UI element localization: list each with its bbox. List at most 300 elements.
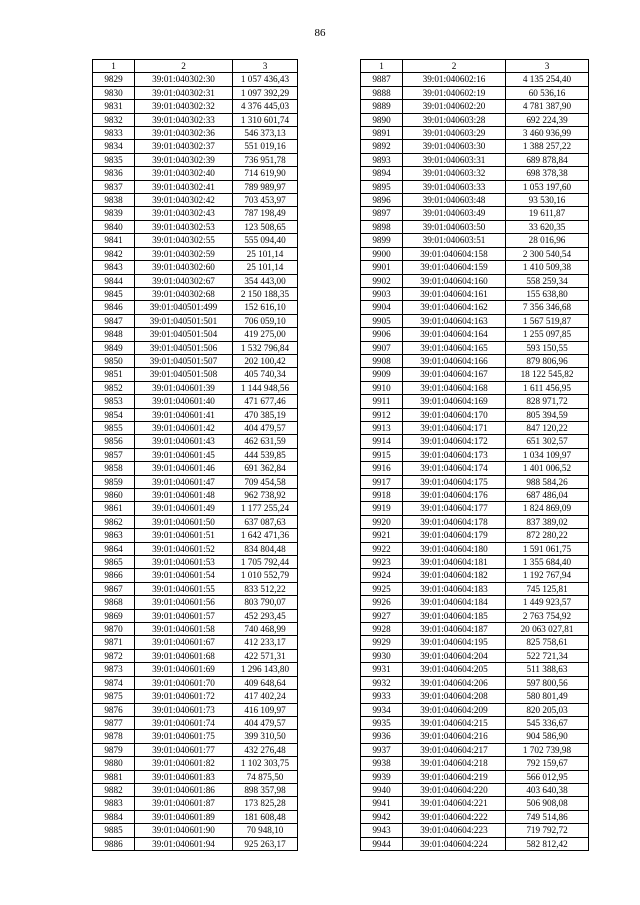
row-number: 9923 <box>361 556 403 569</box>
cadastral-number: 39:01:040601:54 <box>135 569 233 582</box>
cadastral-number: 39:01:040601:41 <box>135 408 233 421</box>
table-row <box>93 395 298 408</box>
cadastral-number: 39:01:040601:82 <box>135 757 233 770</box>
table-row <box>361 797 589 810</box>
table-row <box>93 542 298 555</box>
table-row <box>361 810 589 823</box>
cadastral-number: 39:01:040302:30 <box>135 73 233 86</box>
cadastral-number: 39:01:040601:90 <box>135 824 233 837</box>
row-number: 9861 <box>93 502 135 515</box>
row-number: 9937 <box>361 743 403 756</box>
cadastral-value: 1 010 552,79 <box>233 569 298 582</box>
cadastral-value: 20 063 027,81 <box>506 623 589 636</box>
cadastral-value: 687 486,04 <box>506 489 589 502</box>
row-number: 9921 <box>361 529 403 542</box>
table-row <box>93 408 298 421</box>
cadastral-value: 698 378,38 <box>506 167 589 180</box>
table-row <box>361 421 589 434</box>
row-number: 9830 <box>93 86 135 99</box>
table-row <box>361 582 589 595</box>
row-number: 9866 <box>93 569 135 582</box>
table-row <box>93 462 298 475</box>
cadastral-value: 551 019,16 <box>233 140 298 153</box>
table-row <box>93 207 298 220</box>
cadastral-number: 39:01:040604:164 <box>403 328 506 341</box>
cadastral-value: 740 468,99 <box>233 623 298 636</box>
table-row <box>361 408 589 421</box>
row-number: 9929 <box>361 636 403 649</box>
cadastral-number: 39:01:040604:169 <box>403 395 506 408</box>
cadastral-value: 354 443,00 <box>233 274 298 287</box>
row-number: 9879 <box>93 743 135 756</box>
cadastral-value: 444 539,85 <box>233 448 298 461</box>
cadastral-number: 39:01:040604:159 <box>403 261 506 274</box>
cadastral-number: 39:01:040603:28 <box>403 113 506 126</box>
cadastral-number: 39:01:040601:55 <box>135 582 233 595</box>
cadastral-number: 39:01:040604:161 <box>403 287 506 300</box>
cadastral-number: 39:01:040604:208 <box>403 690 506 703</box>
cadastral-value: 33 620,35 <box>506 220 589 233</box>
cadastral-value: 803 790,07 <box>233 596 298 609</box>
table-row <box>93 770 298 783</box>
cadastral-number: 39:01:040604:166 <box>403 354 506 367</box>
row-number: 9887 <box>361 73 403 86</box>
table-row <box>361 676 589 689</box>
cadastral-number: 39:01:040302:37 <box>135 140 233 153</box>
table-row <box>361 542 589 555</box>
row-number: 9875 <box>93 690 135 703</box>
cadastral-number: 39:01:040603:51 <box>403 234 506 247</box>
cadastral-number: 39:01:040302:33 <box>135 113 233 126</box>
cadastral-value: 152 616,10 <box>233 301 298 314</box>
cadastral-value: 703 453,97 <box>233 194 298 207</box>
cadastral-value: 1 449 923,57 <box>506 596 589 609</box>
row-number: 9926 <box>361 596 403 609</box>
cadastral-number: 39:01:040604:173 <box>403 448 506 461</box>
cadastral-number: 39:01:040604:170 <box>403 408 506 421</box>
table-row <box>93 743 298 756</box>
row-number: 9833 <box>93 127 135 140</box>
cadastral-value: 582 812,42 <box>506 837 589 850</box>
cadastral-number: 39:01:040604:182 <box>403 569 506 582</box>
row-number: 9920 <box>361 515 403 528</box>
row-number: 9913 <box>361 421 403 434</box>
table-right-body <box>361 73 589 851</box>
cadastral-number: 39:01:040302:39 <box>135 153 233 166</box>
table-row <box>93 797 298 810</box>
cadastral-value: 566 012,95 <box>506 770 589 783</box>
row-number: 9881 <box>93 770 135 783</box>
cadastral-value: 25 101,14 <box>233 247 298 260</box>
row-number: 9916 <box>361 462 403 475</box>
row-number: 9855 <box>93 421 135 434</box>
cadastral-value: 1 192 767,94 <box>506 569 589 582</box>
cadastral-value: 1 255 097,85 <box>506 328 589 341</box>
row-number: 9864 <box>93 542 135 555</box>
row-number: 9857 <box>93 448 135 461</box>
cadastral-value: 155 638,80 <box>506 287 589 300</box>
cadastral-number: 39:01:040604:160 <box>403 274 506 287</box>
row-number: 9870 <box>93 623 135 636</box>
row-number: 9885 <box>93 824 135 837</box>
cadastral-value: 651 302,57 <box>506 435 589 448</box>
cadastral-number: 39:01:040601:58 <box>135 623 233 636</box>
cadastral-number: 39:01:040302:53 <box>135 220 233 233</box>
table-row <box>93 636 298 649</box>
table-row <box>93 234 298 247</box>
row-number: 9888 <box>361 86 403 99</box>
cadastral-value: 18 122 545,82 <box>506 368 589 381</box>
table-row <box>93 515 298 528</box>
row-number: 9922 <box>361 542 403 555</box>
table-row <box>93 421 298 434</box>
row-number: 9840 <box>93 220 135 233</box>
cadastral-value: 904 586,90 <box>506 730 589 743</box>
cadastral-number: 39:01:040601:74 <box>135 716 233 729</box>
row-number: 9941 <box>361 797 403 810</box>
table-row <box>93 676 298 689</box>
row-number: 9877 <box>93 716 135 729</box>
row-number: 9856 <box>93 435 135 448</box>
cadastral-value: 1 705 792,44 <box>233 556 298 569</box>
cadastral-number: 39:01:040601:70 <box>135 676 233 689</box>
table-row <box>361 824 589 837</box>
column-header: 1 <box>93 60 135 73</box>
row-number: 9909 <box>361 368 403 381</box>
cadastral-value: 1 097 392,29 <box>233 86 298 99</box>
table-row <box>93 354 298 367</box>
table-row <box>361 127 589 140</box>
table-row <box>361 234 589 247</box>
table-row <box>93 261 298 274</box>
row-number: 9843 <box>93 261 135 274</box>
cadastral-value: 820 205,03 <box>506 703 589 716</box>
table-row <box>93 140 298 153</box>
cadastral-value: 25 101,14 <box>233 261 298 274</box>
table-row <box>93 596 298 609</box>
cadastral-value: 545 336,67 <box>506 716 589 729</box>
table-row <box>361 180 589 193</box>
table-row <box>93 86 298 99</box>
table-row <box>93 301 298 314</box>
row-number: 9906 <box>361 328 403 341</box>
cadastral-value: 828 971,72 <box>506 395 589 408</box>
cadastral-number: 39:01:040604:181 <box>403 556 506 569</box>
cadastral-value: 546 373,13 <box>233 127 298 140</box>
row-number: 9882 <box>93 783 135 796</box>
row-number: 9896 <box>361 194 403 207</box>
table-row <box>93 100 298 113</box>
cadastral-number: 39:01:040604:221 <box>403 797 506 810</box>
cadastral-number: 39:01:040603:32 <box>403 167 506 180</box>
row-number: 9936 <box>361 730 403 743</box>
row-number: 9934 <box>361 703 403 716</box>
cadastral-number: 39:01:040603:30 <box>403 140 506 153</box>
cadastral-value: 834 804,48 <box>233 542 298 555</box>
row-number: 9844 <box>93 274 135 287</box>
row-number: 9895 <box>361 180 403 193</box>
cadastral-number: 39:01:040603:33 <box>403 180 506 193</box>
table-row <box>361 489 589 502</box>
cadastral-value: 471 677,46 <box>233 395 298 408</box>
table-row <box>93 810 298 823</box>
table-row <box>361 783 589 796</box>
row-number: 9900 <box>361 247 403 260</box>
row-number: 9871 <box>93 636 135 649</box>
table-row <box>93 502 298 515</box>
row-number: 9893 <box>361 153 403 166</box>
cadastral-number: 39:01:040601:43 <box>135 435 233 448</box>
cadastral-value: 1 591 061,75 <box>506 542 589 555</box>
cadastral-value: 837 389,02 <box>506 515 589 528</box>
cadastral-number: 39:01:040601:39 <box>135 381 233 394</box>
cadastral-number: 39:01:040601:68 <box>135 649 233 662</box>
cadastral-value: 470 385,19 <box>233 408 298 421</box>
cadastral-number: 39:01:040302:67 <box>135 274 233 287</box>
cadastral-number: 39:01:040601:72 <box>135 690 233 703</box>
cadastral-value: 833 512,22 <box>233 582 298 595</box>
cadastral-number: 39:01:040604:179 <box>403 529 506 542</box>
cadastral-value: 1 177 255,24 <box>233 502 298 515</box>
cadastral-number: 39:01:040604:218 <box>403 757 506 770</box>
row-number: 9943 <box>361 824 403 837</box>
table-row <box>361 475 589 488</box>
cadastral-value: 4 135 254,40 <box>506 73 589 86</box>
cadastral-value: 962 738,92 <box>233 489 298 502</box>
table-row <box>361 596 589 609</box>
table-row <box>361 113 589 126</box>
cadastral-value: 1 702 739,98 <box>506 743 589 756</box>
row-number: 9848 <box>93 328 135 341</box>
cadastral-value: 1 034 109,97 <box>506 448 589 461</box>
cadastral-value: 417 402,24 <box>233 690 298 703</box>
cadastral-number: 39:01:040604:175 <box>403 475 506 488</box>
cadastral-value: 1 144 948,56 <box>233 381 298 394</box>
cadastral-number: 39:01:040601:45 <box>135 448 233 461</box>
table-row <box>361 649 589 662</box>
table-row <box>361 623 589 636</box>
row-number: 9858 <box>93 462 135 475</box>
row-number: 9918 <box>361 489 403 502</box>
cadastral-number: 39:01:040302:40 <box>135 167 233 180</box>
table-row <box>361 515 589 528</box>
cadastral-number: 39:01:040604:219 <box>403 770 506 783</box>
table-row <box>93 757 298 770</box>
cadastral-value: 1 355 684,40 <box>506 556 589 569</box>
table-row <box>361 609 589 622</box>
row-number: 9884 <box>93 810 135 823</box>
cadastral-number: 39:01:040604:184 <box>403 596 506 609</box>
row-number: 9938 <box>361 757 403 770</box>
cadastral-value: 462 631,59 <box>233 435 298 448</box>
cadastral-value: 805 394,59 <box>506 408 589 421</box>
table-row <box>93 127 298 140</box>
row-number: 9868 <box>93 596 135 609</box>
cadastral-value: 422 571,31 <box>233 649 298 662</box>
row-number: 9853 <box>93 395 135 408</box>
row-number: 9904 <box>361 301 403 314</box>
row-number: 9878 <box>93 730 135 743</box>
row-number: 9876 <box>93 703 135 716</box>
row-number: 9837 <box>93 180 135 193</box>
row-number: 9836 <box>93 167 135 180</box>
cadastral-number: 39:01:040601:87 <box>135 797 233 810</box>
cadastral-number: 39:01:040604:178 <box>403 515 506 528</box>
cadastral-number: 39:01:040604:171 <box>403 421 506 434</box>
cadastral-number: 39:01:040302:31 <box>135 86 233 99</box>
cadastral-value: 432 276,48 <box>233 743 298 756</box>
table-row <box>93 448 298 461</box>
cadastral-number: 39:01:040604:220 <box>403 783 506 796</box>
cadastral-number: 39:01:040603:50 <box>403 220 506 233</box>
cadastral-value: 692 224,39 <box>506 113 589 126</box>
table-row <box>93 287 298 300</box>
table-row <box>361 314 589 327</box>
cadastral-number: 39:01:040601:67 <box>135 636 233 649</box>
cadastral-number: 39:01:040602:16 <box>403 73 506 86</box>
row-number: 9901 <box>361 261 403 274</box>
cadastral-value: 719 792,72 <box>506 824 589 837</box>
table-row <box>93 837 298 850</box>
table-row <box>361 274 589 287</box>
cadastral-value: 522 721,34 <box>506 649 589 662</box>
row-number: 9845 <box>93 287 135 300</box>
table-row <box>93 220 298 233</box>
row-number: 9939 <box>361 770 403 783</box>
cadastral-number: 39:01:040501:501 <box>135 314 233 327</box>
cadastral-value: 749 514,86 <box>506 810 589 823</box>
cadastral-number: 39:01:040601:73 <box>135 703 233 716</box>
cadastral-value: 706 059,10 <box>233 314 298 327</box>
cadastral-value: 787 198,49 <box>233 207 298 220</box>
table-row <box>361 636 589 649</box>
row-number: 9908 <box>361 354 403 367</box>
table-row <box>93 314 298 327</box>
column-header: 2 <box>135 60 233 73</box>
table-row <box>93 274 298 287</box>
row-number: 9927 <box>361 609 403 622</box>
row-number: 9829 <box>93 73 135 86</box>
cadastral-number: 39:01:040604:187 <box>403 623 506 636</box>
cadastral-value: 872 280,22 <box>506 529 589 542</box>
cadastral-value: 789 989,97 <box>233 180 298 193</box>
cadastral-value: 1 053 197,60 <box>506 180 589 193</box>
table-row <box>93 113 298 126</box>
cadastral-number: 39:01:040603:31 <box>403 153 506 166</box>
table-row <box>361 837 589 850</box>
row-number: 9889 <box>361 100 403 113</box>
cadastral-number: 39:01:040601:69 <box>135 663 233 676</box>
cadastral-value: 736 951,78 <box>233 153 298 166</box>
table-row <box>93 649 298 662</box>
row-number: 9905 <box>361 314 403 327</box>
row-number: 9928 <box>361 623 403 636</box>
table-row <box>93 730 298 743</box>
cadastral-number: 39:01:040601:77 <box>135 743 233 756</box>
cadastral-number: 39:01:040302:42 <box>135 194 233 207</box>
cadastral-value: 1 310 601,74 <box>233 113 298 126</box>
cadastral-number: 39:01:040604:185 <box>403 609 506 622</box>
cadastral-number: 39:01:040604:165 <box>403 341 506 354</box>
row-number: 9847 <box>93 314 135 327</box>
table-row <box>93 180 298 193</box>
table-header-row <box>93 60 298 73</box>
table-row <box>361 757 589 770</box>
cadastral-value: 1 532 796,84 <box>233 341 298 354</box>
row-number: 9933 <box>361 690 403 703</box>
table-row <box>93 381 298 394</box>
cadastral-value: 898 357,98 <box>233 783 298 796</box>
cadastral-number: 39:01:040601:89 <box>135 810 233 823</box>
cadastral-number: 39:01:040604:223 <box>403 824 506 837</box>
cadastral-value: 506 908,08 <box>506 797 589 810</box>
row-number: 9902 <box>361 274 403 287</box>
cadastral-value: 3 460 936,99 <box>506 127 589 140</box>
table-row <box>361 663 589 676</box>
cadastral-number: 39:01:040604:158 <box>403 247 506 260</box>
cadastral-value: 202 100,42 <box>233 354 298 367</box>
column-header: 2 <box>403 60 506 73</box>
cadastral-value: 1 567 519,87 <box>506 314 589 327</box>
row-number: 9897 <box>361 207 403 220</box>
table-row <box>361 207 589 220</box>
row-number: 9831 <box>93 100 135 113</box>
cadastral-value: 825 758,61 <box>506 636 589 649</box>
table-row <box>361 556 589 569</box>
table-row <box>93 341 298 354</box>
cadastral-value: 1 057 436,43 <box>233 73 298 86</box>
table-row <box>93 328 298 341</box>
cadastral-value: 70 948,10 <box>233 824 298 837</box>
row-number: 9886 <box>93 837 135 850</box>
row-number: 9860 <box>93 489 135 502</box>
table-row <box>361 381 589 394</box>
table-row <box>361 328 589 341</box>
table-left-body <box>93 73 298 851</box>
table-row <box>93 475 298 488</box>
table-row <box>93 824 298 837</box>
table-row <box>93 435 298 448</box>
table-row <box>361 153 589 166</box>
cadastral-number: 39:01:040302:59 <box>135 247 233 260</box>
table-row <box>93 623 298 636</box>
cadastral-value: 580 801,49 <box>506 690 589 703</box>
cadastral-value: 879 806,96 <box>506 354 589 367</box>
table-row <box>361 569 589 582</box>
cadastral-number: 39:01:040601:75 <box>135 730 233 743</box>
row-number: 9851 <box>93 368 135 381</box>
cadastral-value: 1 401 006,52 <box>506 462 589 475</box>
table-row <box>93 194 298 207</box>
table-row <box>93 783 298 796</box>
row-number: 9859 <box>93 475 135 488</box>
table-row <box>361 368 589 381</box>
column-header: 1 <box>361 60 403 73</box>
cadastral-value: 60 536,16 <box>506 86 589 99</box>
cadastral-number: 39:01:040601:56 <box>135 596 233 609</box>
cadastral-value: 452 293,45 <box>233 609 298 622</box>
row-number: 9907 <box>361 341 403 354</box>
table-row <box>361 301 589 314</box>
cadastral-number: 39:01:040604:174 <box>403 462 506 475</box>
cadastral-number: 39:01:040501:507 <box>135 354 233 367</box>
cadastral-value: 1 388 257,22 <box>506 140 589 153</box>
row-number: 9865 <box>93 556 135 569</box>
cadastral-value: 403 640,38 <box>506 783 589 796</box>
row-number: 9849 <box>93 341 135 354</box>
row-number: 9944 <box>361 837 403 850</box>
cadastral-number: 39:01:040604:216 <box>403 730 506 743</box>
